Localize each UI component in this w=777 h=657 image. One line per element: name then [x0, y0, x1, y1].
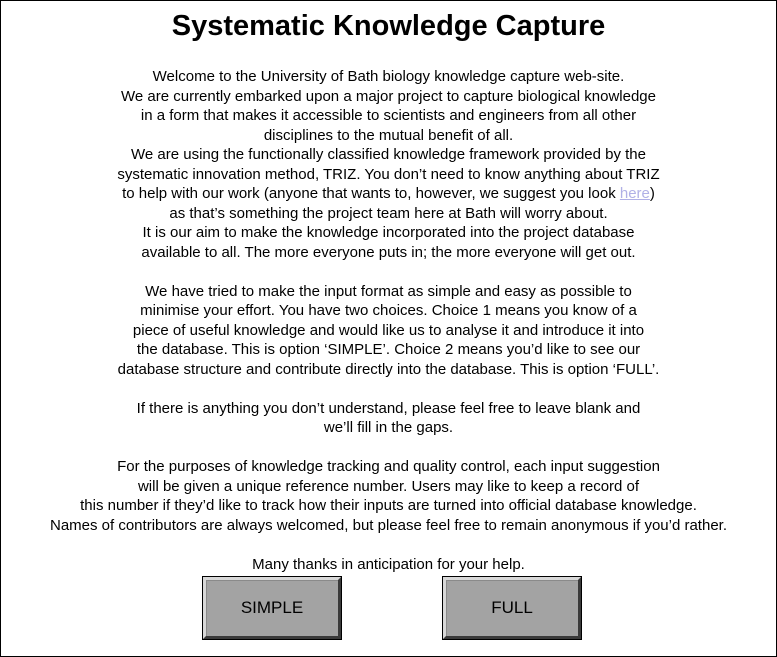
spacer [1, 262, 776, 282]
help-line-2: we’ll fill in the gaps. [323, 419, 454, 436]
intro-line-1: Welcome to the University of Bath biology knowledge capture web-site. [152, 68, 625, 85]
tracking-line-3: this number if they’d like to track how their inputs are turned into official database knowledge. [80, 497, 697, 514]
intro-line-6: systematic innovation method, TRIZ. You don’t need to know anything about TRIZ [117, 165, 660, 183]
spacer [1, 379, 776, 399]
choices-line-1: We have tried to make the input format as simple and easy as possible to [145, 282, 632, 300]
spacer [1, 438, 776, 458]
spacer [1, 535, 776, 555]
intro-line-7-before: to help with our work (anyone that wants to, however, we suggest you look [122, 185, 620, 202]
intro-line-2: We are currently embarked upon a major project to capture biological knowledge [120, 87, 656, 105]
intro-line-7-after: ) [649, 185, 655, 202]
thanks-text: Many thanks in anticipation for your help. [252, 555, 525, 573]
triz-here-link[interactable]: here [619, 185, 650, 202]
intro-line-8: as that’s something the project team here at Bath will worry about. [169, 204, 608, 222]
tracking-line-2: will be given a unique reference number. Users may like to keep a record of [137, 477, 640, 495]
simple-button[interactable]: SIMPLE [203, 577, 341, 639]
intro-line-9: It is our aim to make the knowledge incorporated into the project database [142, 224, 635, 241]
welcome-text [1, 67, 776, 574]
intro-line-3: in a form that makes it accessible to scientists and engineers from all other [140, 107, 637, 124]
full-button[interactable]: FULL [443, 577, 581, 639]
intro-line-7 [1, 184, 776, 204]
choices-line-4: the database. This is option ‘SIMPLE’. Choice 2 means you’d like to see our [136, 341, 641, 358]
intro-line-5: We are using the functionally classified knowledge framework provided by the [131, 146, 646, 163]
choices-line-2: minimise your effort. You have two choices. Choice 1 means you know of a [140, 302, 637, 319]
intro-line-4: disciplines to the mutual benefit of all. [263, 126, 514, 144]
intro-line-10: available to all. The more everyone puts in; the more everyone will get out. [141, 243, 636, 261]
choices-line-3: piece of useful knowledge and would like us to analyse it and introduce it into [132, 321, 645, 339]
tracking-line-1: For the purposes of knowledge tracking and quality control, each input suggestion [117, 458, 660, 475]
page-title: Systematic Knowledge Capture [171, 10, 606, 42]
tracking-line-4: Names of contributors are always welcomed, but please feel free to remain anonymous if you’d rather. [49, 516, 727, 534]
choices-line-5: database structure and contribute directly into the database. This is option ‘FULL’. [117, 360, 660, 378]
help-line-1: If there is anything you don’t understand, please feel free to leave blank and [136, 399, 641, 417]
